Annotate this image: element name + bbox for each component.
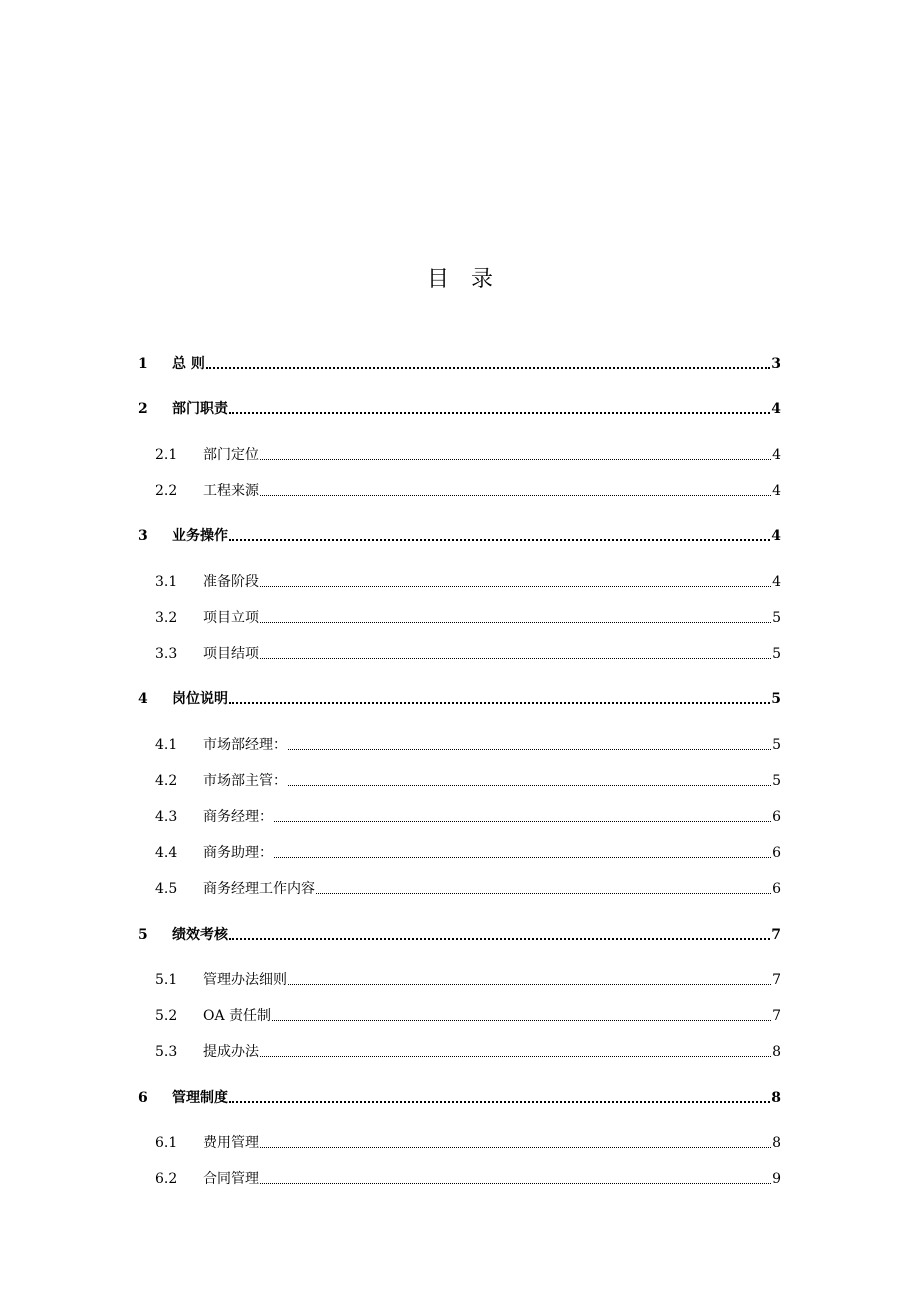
toc-leader xyxy=(229,539,770,541)
toc-entry-number: 4.3 xyxy=(155,809,178,825)
toc-entry-page: 8 xyxy=(772,1044,781,1060)
toc-entry[interactable] xyxy=(138,445,781,465)
toc-entry-label: 合同管理 xyxy=(203,1171,259,1187)
toc-leader xyxy=(260,459,771,460)
toc-leader xyxy=(288,749,771,750)
toc-entry-number: 3.3 xyxy=(155,646,178,662)
toc-entry-number: 3.1 xyxy=(155,574,178,590)
toc-entry-number: 4.2 xyxy=(155,773,178,789)
toc-entry[interactable] xyxy=(138,644,781,664)
toc-entry-label: 管理办法细则 xyxy=(203,972,287,988)
toc-entry-page: 4 xyxy=(771,401,781,417)
toc-entry[interactable] xyxy=(138,879,781,899)
toc-entry-label: 部门定位 xyxy=(203,447,259,463)
toc-entry-page: 8 xyxy=(771,1090,781,1106)
toc-entry-label: 项目结项 xyxy=(203,646,259,662)
toc-entry-label: 岗位说明 xyxy=(172,691,228,707)
toc-entry-label: 市场部经理： xyxy=(203,737,287,753)
toc-entry-page: 5 xyxy=(771,691,781,707)
toc-entry-number: 5.1 xyxy=(155,972,178,988)
toc-entry[interactable] xyxy=(138,925,781,945)
toc-entry[interactable] xyxy=(138,843,781,863)
toc-leader xyxy=(229,702,770,704)
toc-leader xyxy=(260,495,771,496)
toc-entry[interactable] xyxy=(138,1088,781,1108)
toc-entry-number: 2.1 xyxy=(155,447,178,463)
toc-entry[interactable] xyxy=(138,481,781,501)
toc-entry-label: 绩效考核 xyxy=(172,927,228,943)
toc-entry-number: 3.2 xyxy=(155,610,178,626)
toc-entry[interactable] xyxy=(138,689,781,709)
toc-entry[interactable] xyxy=(138,1133,781,1153)
toc-leader xyxy=(260,586,771,587)
toc-leader xyxy=(260,658,771,659)
toc-entry-label: 商务助理： xyxy=(203,845,273,861)
toc-entry-page: 4 xyxy=(772,574,781,590)
toc-leader xyxy=(229,1101,770,1103)
toc-entry-label: 管理制度 xyxy=(172,1090,228,1106)
toc-entry-page: 5 xyxy=(772,737,781,753)
toc-leader xyxy=(229,938,770,940)
toc-entry-number: 4 xyxy=(138,691,148,707)
toc-entry-label: 提成办法 xyxy=(203,1044,259,1060)
toc-leader xyxy=(260,1056,771,1057)
toc-leader xyxy=(260,622,771,623)
toc-leader xyxy=(260,1183,771,1184)
toc-entry-page: 5 xyxy=(772,773,781,789)
toc-entry-label: 商务经理工作内容 xyxy=(203,881,315,897)
toc-entry-page: 3 xyxy=(771,356,781,372)
toc-entry-number: 4.4 xyxy=(155,845,178,861)
toc-entry-page: 5 xyxy=(772,610,781,626)
toc-entry-number: 6.2 xyxy=(155,1171,178,1187)
toc-entry-page: 7 xyxy=(772,972,781,988)
toc-entry[interactable] xyxy=(138,771,781,791)
toc-entry[interactable] xyxy=(138,399,781,419)
toc-entry-label: 总 则 xyxy=(172,356,205,372)
toc-leader xyxy=(229,412,770,414)
toc-entry[interactable] xyxy=(138,354,781,374)
toc-entry-page: 7 xyxy=(772,1008,781,1024)
toc-entry-page: 9 xyxy=(772,1171,781,1187)
toc-leader xyxy=(288,984,771,985)
toc-entry[interactable] xyxy=(138,970,781,990)
toc-entry-label: 费用管理 xyxy=(203,1135,259,1151)
toc-entry[interactable] xyxy=(138,526,781,546)
toc-entry[interactable] xyxy=(138,1006,781,1026)
toc-entry[interactable] xyxy=(138,735,781,755)
toc-entry-number: 4.1 xyxy=(155,737,178,753)
toc-entry-label: 准备阶段 xyxy=(203,574,259,590)
toc-entry-number: 4.5 xyxy=(155,881,178,897)
toc-entry[interactable] xyxy=(138,1042,781,1062)
toc-leader xyxy=(316,893,771,894)
toc-entry-number: 2.2 xyxy=(155,483,178,499)
toc-entry-label: 工程来源 xyxy=(203,483,259,499)
toc-entry-page: 6 xyxy=(772,809,781,825)
toc-entry-label: 业务操作 xyxy=(172,528,228,544)
toc-leader xyxy=(272,1020,771,1021)
toc-entry-number: 2 xyxy=(138,401,148,417)
toc-entry-page: 7 xyxy=(771,927,781,943)
toc-entry[interactable] xyxy=(138,1169,781,1189)
toc-entry-number: 1 xyxy=(138,356,148,372)
toc-entry-page: 8 xyxy=(772,1135,781,1151)
toc-entry-page: 4 xyxy=(771,528,781,544)
toc-leader xyxy=(274,821,771,822)
toc-entry-label: 项目立项 xyxy=(203,610,259,626)
toc-entry-page: 6 xyxy=(772,845,781,861)
toc-entry-number: 6.1 xyxy=(155,1135,178,1151)
toc-title: 目 录 xyxy=(426,267,493,292)
toc-entry-label: 市场部主管： xyxy=(203,773,287,789)
toc-entry-number: 5 xyxy=(138,927,148,943)
toc-entry-label: 商务经理： xyxy=(203,809,273,825)
toc-entry-number: 5.3 xyxy=(155,1044,178,1060)
toc-entry[interactable] xyxy=(138,572,781,592)
toc-entry-number: 5.2 xyxy=(155,1008,178,1024)
toc-entry-page: 5 xyxy=(772,646,781,662)
toc-entry-label: 部门职责 xyxy=(172,401,228,417)
toc-entry-page: 4 xyxy=(772,447,781,463)
toc-leader xyxy=(288,785,771,786)
toc-leader xyxy=(274,857,771,858)
toc-entry-page: 6 xyxy=(772,881,781,897)
toc-entry[interactable] xyxy=(138,608,781,628)
toc-entry-page: 4 xyxy=(772,483,781,499)
toc-leader xyxy=(206,367,770,369)
toc-entry-label: OA 责任制 xyxy=(203,1008,272,1024)
toc-leader xyxy=(260,1147,771,1148)
toc-entry-number: 3 xyxy=(138,528,148,544)
toc-entry[interactable] xyxy=(138,807,781,827)
toc-entry-number: 6 xyxy=(138,1090,148,1106)
